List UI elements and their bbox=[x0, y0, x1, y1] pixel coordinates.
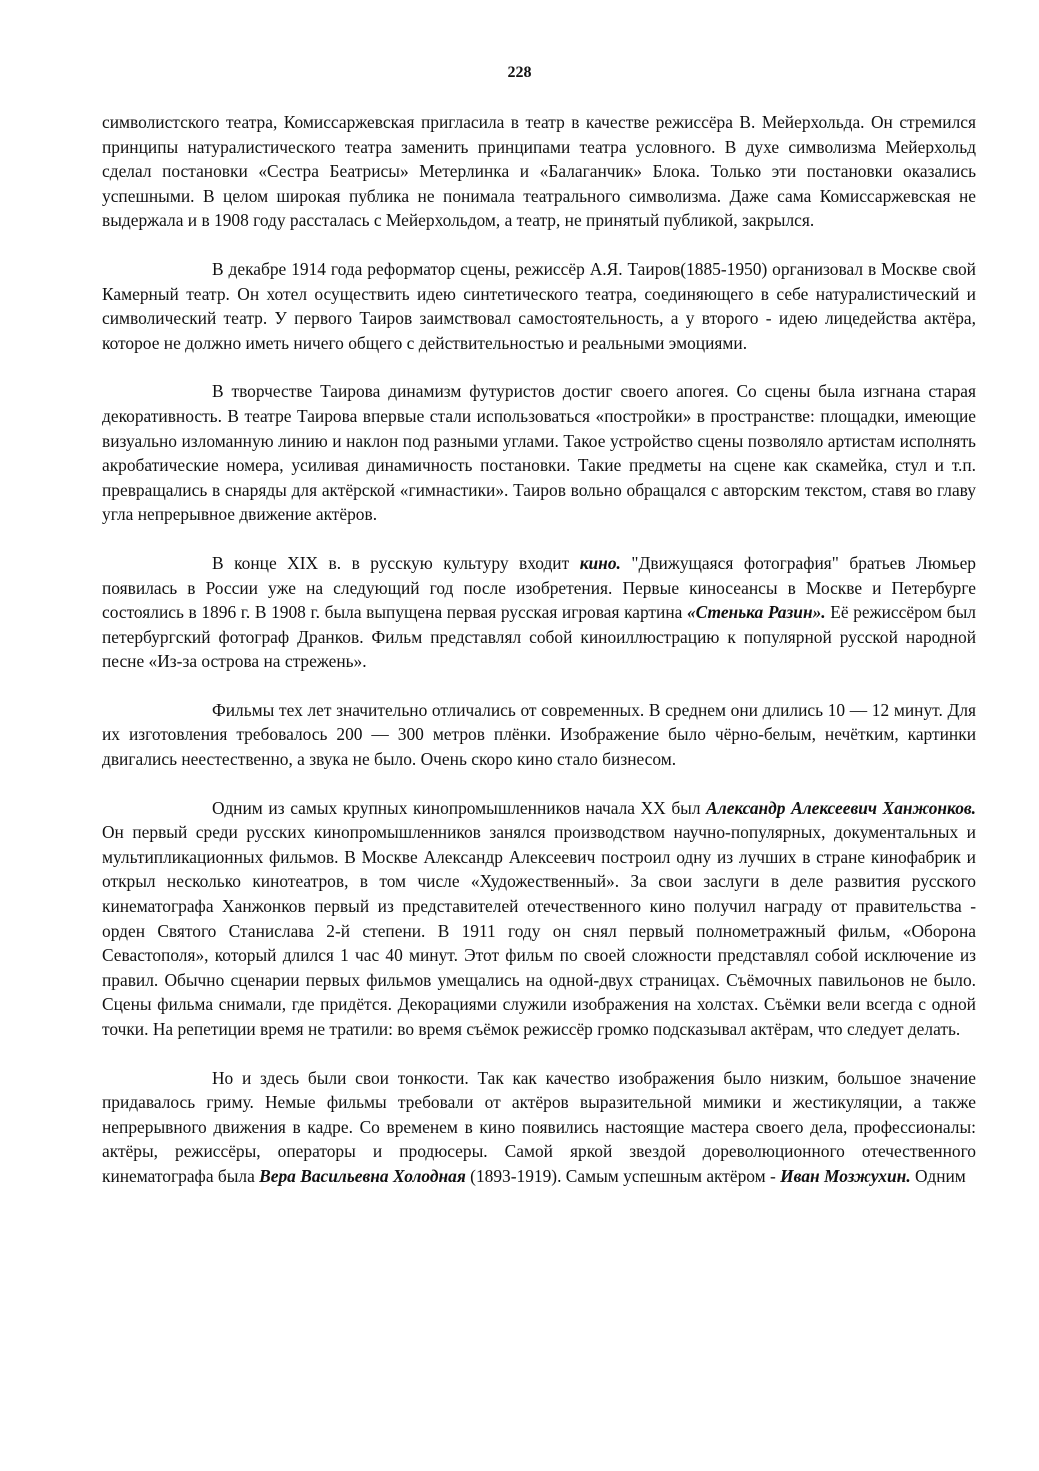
paragraph-7-text-a: Но и здесь были свои тонкости. Так как качество изображения было низким, большое значение придавалось гриму. Немые фильмы требовали от актёров выразительной мимики и жестикуляции, а также непрерывного движения в кадре. Со временем в кино появились настоящие мастера своего дела, профессионалы: актёры, режиссёры, операторы и продюсеры. Самой яркой звездой дореволюционного отечественного кинематографа была bbox=[102, 1067, 976, 1186]
paragraph-6 bbox=[102, 796, 976, 1042]
paragraph-3 bbox=[102, 379, 976, 527]
name-kholodnaya: Вера Васильевна Холодная bbox=[259, 1165, 466, 1186]
paragraph-6-text-a: Одним из самых крупных кинопромышленников начала XX был bbox=[212, 797, 707, 818]
paragraph-3-text: В творчестве Таирова динамизм футуристов достиг своего апогея. Со сцены была изгнана старая декоративность. В театре Таирова впервые стали использоваться «постройки» в пространстве: площадки, имеющие визуально изломанную линию и наклон под разными углами. Такое устройство сцены позволяло артистам исполнять акробатические номера, усиливая динамичность постановки. Такие предметы на сцене как скамейка, стул и т.п. превращались в снаряды для актёрской «гимнастики». Таиров вольно обращался с авторским текстом, ставя во главу угла непрерывное движение актёров. bbox=[102, 381, 976, 525]
paragraph-6-text-b: Он первый среди русских кинопромышленников занялся производством научно-популярных, документальных и мультипликационных фильмов. В Москве Александр Алексеевич построил одну из лучших в стране кинофабрик и открыл несколько кинотеатров, в том числе «Художественный». За свои заслуги в деле развития русского кинематографа Ханжонков первый из представителей отечественного кино получил награду от правительства - орден Святого Станислава 2-й степени. В 1911 году он снял первый полнометражный фильм, «Оборона Севастополя», который длился 1 час 40 минут. Этот фильм по своей сложности представлял собой исключение из правил. Обычно сценарии первых фильмов умещались на одной-двух страницах. Съёмочных павильонов не было. Сцены фильма снимали, где придётся. Декорациями служили изображения на холстах. Съёмки вели всегда с одной точки. На репетиции время не тратили: во время съёмок режиссёр громко подсказывал актёрам, что следует делать. bbox=[102, 822, 976, 1039]
paragraph-7-text-c: Одним bbox=[910, 1165, 966, 1186]
paragraph-1-text: символистского театра, Комиссаржевская пригласила в театр в качестве режиссёра В. Мейерхольда. Он стремился принципы натуралистического театра заменить принципами театра условного. В духе символизма Мейерхольд сделал постановки «Сестра Беатрисы» Метерлинка и «Балаганчик» Блока. Только эти постановки оказались успешными. В целом широкая публика не понимала театрального символизма. Даже сама Комиссаржевская не выдержала и в 1908 году рассталась с Мейерхольдом, а театр, не принятый публикой, закрылся. bbox=[102, 112, 976, 231]
paragraph-4-text-a: В конце XIX в. в русскую культуру входит bbox=[212, 552, 580, 573]
name-mozzhukhin: Иван Мозжухин. bbox=[780, 1165, 911, 1186]
paragraph-2 bbox=[102, 257, 976, 355]
paragraph-5-text: Фильмы тех лет значительно отличались от современных. В среднем они длились 10 — 12 минут. Для их изготовления требовалось 200 — 300 метров плёнки. Изображение было чёрно-белым, нечётким, картинки двигались неестественно, а звука не было. Очень скоро кино стало бизнесом. bbox=[102, 699, 976, 770]
paragraph-4-text-c: Её режиссёром был петербургский фотограф Дранков. Фильм представлял собой киноиллюстрацию к популярной русской народной песне «Из-за острова на стрежень». bbox=[102, 602, 976, 672]
paragraph-4-text-b: "Движущаяся фотография" братьев Люмьер появилась в России уже на следующий год после изобретения. Первые киносеансы в Москве и Петербурге состоялись в 1896 г. В 1908 г. была выпущена первая русская игровая картина bbox=[102, 552, 976, 623]
document-body bbox=[102, 110, 976, 1213]
paragraph-2-text: В декабре 1914 года реформатор сцены, режиссёр А.Я. Таиров(1885-1950) организовал в Москве свой Камерный театр. Он хотел осуществить идею синтетического театра, соединяющего в себе натуралистический и символический театр. У первого Таиров заимствовал самостоятельность, а у второго - идею лицедейства актёра, которое не должно иметь ничего общего с действительностью и реальными эмоциями. bbox=[102, 258, 976, 353]
name-khanzhonkov: Александр Алексеевич Ханжонков. bbox=[706, 797, 977, 818]
paragraph-1 bbox=[102, 110, 976, 233]
page-number: 228 bbox=[507, 64, 532, 81]
paragraph-7 bbox=[102, 1066, 976, 1189]
paragraph-4 bbox=[102, 551, 976, 674]
term-kino: кино. bbox=[579, 552, 621, 573]
paragraph-5 bbox=[102, 698, 976, 772]
paragraph-7-text-b: (1893-1919). Самым успешным актёром - bbox=[465, 1165, 781, 1186]
film-title-stenka-razin: «Стенька Разин». bbox=[686, 602, 826, 623]
